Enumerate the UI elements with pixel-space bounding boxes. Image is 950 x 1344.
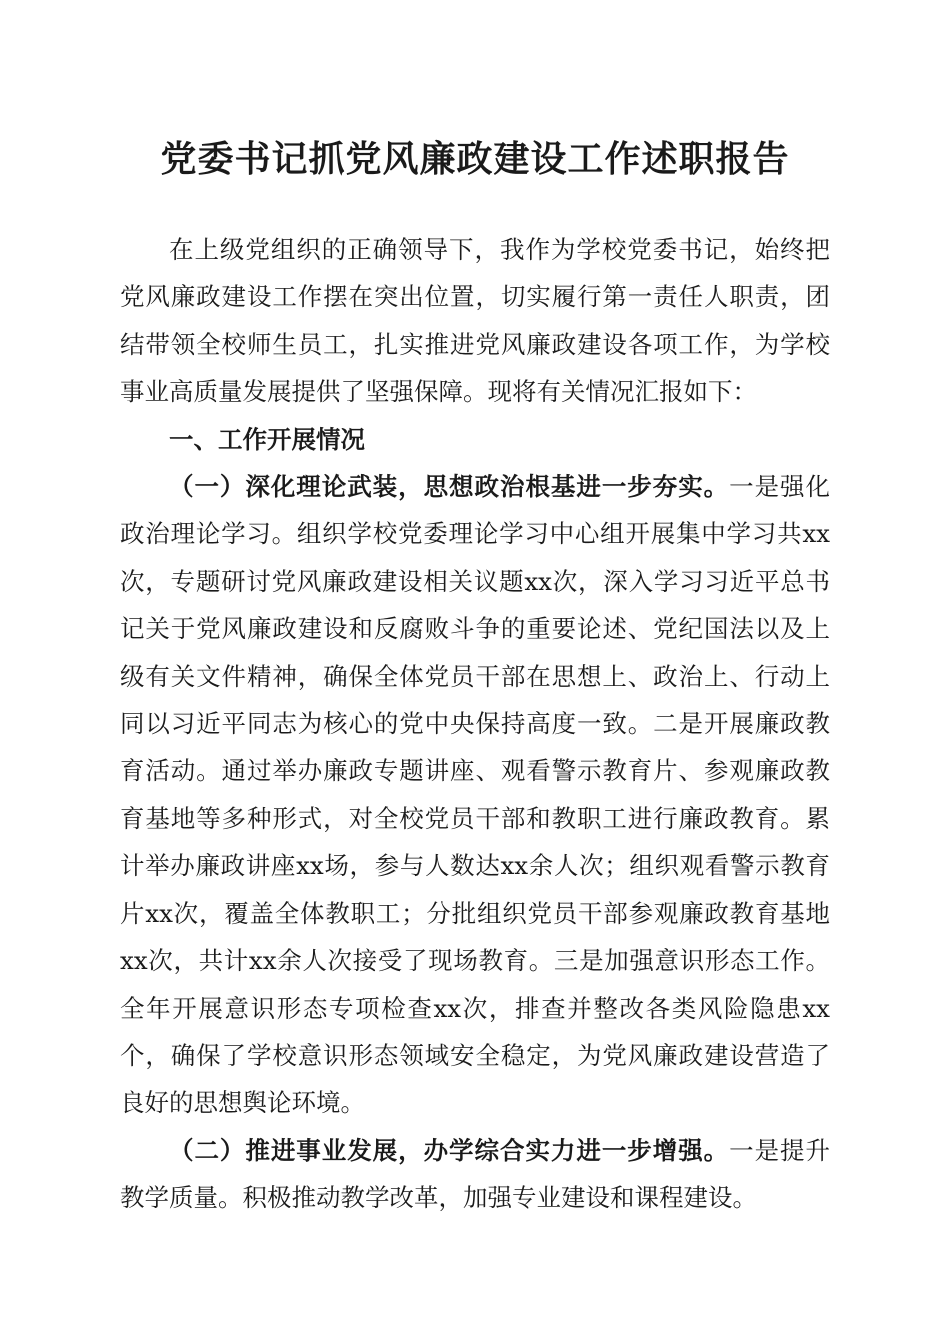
- intro-paragraph: 在上级党组织的正确领导下，我作为学校党委书记，始终把党风廉政建设工作摆在突出位置，切实履行第一责任人职责，团结带领全校师生员工，扎实推进党风廉政建设各项工作，为学校事业高质量发展提供了坚强保障。现将有关情况汇报如下：: [120, 235, 830, 407]
- subsection-1-paragraph: [120, 463, 830, 1127]
- document-body: [120, 226, 830, 1222]
- subsection-1-lead: （一）深化理论武装，思想政治根基进一步夯实。: [169, 472, 730, 502]
- section-heading-work: 一、工作开展情况: [169, 424, 365, 454]
- subsection-2-body: 一是提升教学质量。积极推动教学改革，加强专业建设和课程建设。: [120, 1135, 831, 1213]
- subsection-1-body: 一是强化政治理论学习。组织学校党委理论学习中心组开展集中学习共xx次，专题研讨党风廉政建设相关议题xx次，深入学习习近平总书记关于党风廉政建设和反腐败斗争的重要论述、党纪国法以及上级有关文件精神，确保全体党员干部在思想上、政治上、行动上同以习近平同志为核心的党中央保持高度一致。二是开展廉政教育活动。通过举办廉政专题讲座、观看警示教育片、参观廉政教育基地等多种形式，对全校党员干部和教职工进行廉政教育。累计举办廉政讲座xx场，参与人数达xx余人次；组织观看警示教育片xx次，覆盖全体教职工；分批组织党员干部参观廉政教育基地xx次，共计xx余人次接受了现场教育。三是加强意识形态工作。全年开展意识形态专项检查xx次，排查并整改各类风险隐患xx个，确保了学校意识形态领域安全稳定，为党风廉政建设营造了良好的思想舆论环境。: [120, 472, 831, 1118]
- document-title: 党委书记抓党风廉政建设工作述职报告: [160, 138, 790, 180]
- subsection-2-lead: （二）推进事业发展，办学综合实力进一步增强。: [169, 1135, 730, 1165]
- subsection-2-paragraph: [120, 1127, 830, 1222]
